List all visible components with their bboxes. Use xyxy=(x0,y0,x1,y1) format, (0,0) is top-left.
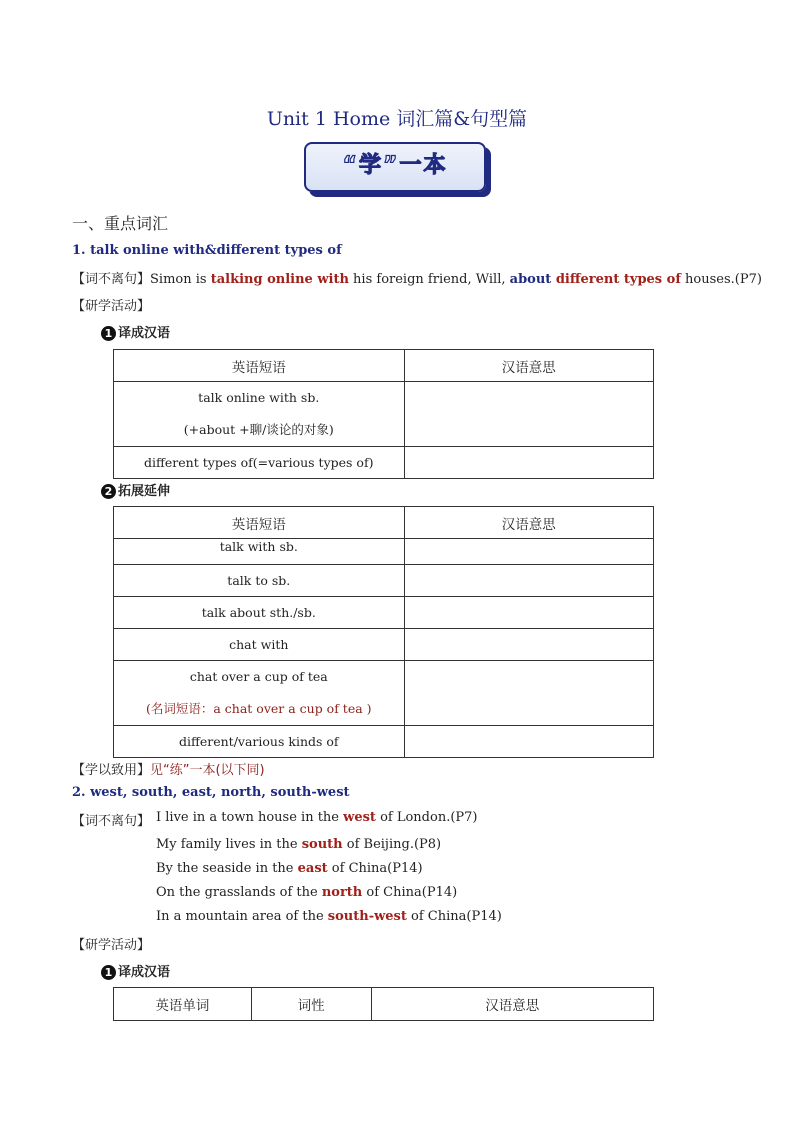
activity-label: 【研学活动】 xyxy=(72,299,151,314)
phrase-cell: different types of(=various types of) xyxy=(114,447,405,479)
circled-number-icon: 1 xyxy=(101,326,116,341)
table-row xyxy=(114,661,654,726)
study-badge: “学”一本 xyxy=(304,142,486,192)
translation-table-1 xyxy=(113,349,654,479)
practice-label: 【学以致用】 xyxy=(72,763,151,778)
header-part-of-speech: 词性 xyxy=(251,988,371,1021)
table-row xyxy=(114,539,654,565)
example-sentence xyxy=(156,810,478,825)
subheading-label: 译成汉语 xyxy=(118,326,171,341)
sentence-highlight: south-west xyxy=(327,909,407,924)
meaning-answer-cell[interactable] xyxy=(404,565,653,597)
phrase-text: talk online with sb. xyxy=(198,390,320,405)
sentence-highlight: east xyxy=(297,861,328,876)
subheading-label: 译成汉语 xyxy=(118,965,171,980)
extension-table xyxy=(113,506,654,758)
meaning-answer-cell[interactable] xyxy=(404,726,653,758)
item1-example-sentence xyxy=(72,268,762,287)
meaning-answer-cell[interactable] xyxy=(404,447,653,479)
sentence-text: I live in a town house in the xyxy=(156,810,344,825)
table-row xyxy=(114,447,654,479)
sentence-text: of London.(P7) xyxy=(375,810,478,825)
sentence-highlight: north xyxy=(321,885,363,900)
page-title: Unit 1 Home 词汇篇&句型篇 xyxy=(266,108,528,130)
subheading-label: 拓展延伸 xyxy=(118,484,171,499)
phrase-cell xyxy=(114,382,405,447)
table-row xyxy=(114,597,654,629)
sentence-highlight: west xyxy=(343,810,376,825)
table-row xyxy=(114,726,654,758)
example-highlight-2: different types of xyxy=(555,272,681,287)
note-close: ) xyxy=(362,701,372,716)
subheading-translate xyxy=(101,961,170,980)
note-phrase: a chat over a cup of tea xyxy=(213,701,363,716)
sentence-text: of China(P14) xyxy=(327,861,423,876)
subheading-extension xyxy=(101,480,170,499)
header-english-word: 英语单词 xyxy=(114,988,252,1021)
sentence-highlight: south xyxy=(301,837,343,852)
phrase-cell: talk to sb. xyxy=(114,565,405,597)
phrase-cell: different/various kinds of xyxy=(114,726,405,758)
item1-heading: 1. talk online with&different types of xyxy=(72,243,342,258)
phrase-cell xyxy=(114,661,405,726)
circled-number-icon: 2 xyxy=(101,484,116,499)
header-chinese-meaning: 汉语意思 xyxy=(371,988,653,1021)
sentence-text: By the seaside in the xyxy=(156,861,298,876)
table-row xyxy=(114,629,654,661)
header-english-phrase: 英语短语 xyxy=(114,350,405,382)
example-label: 【词不离句】 xyxy=(72,272,151,287)
practice-text: 见“练”一本(以下同) xyxy=(150,763,265,778)
table-row xyxy=(114,382,654,447)
phrase-note xyxy=(114,693,404,725)
table-header-row xyxy=(114,350,654,382)
translation-table-2 xyxy=(113,987,654,1021)
meaning-answer-cell[interactable] xyxy=(404,661,653,726)
header-chinese-meaning: 汉语意思 xyxy=(404,350,653,382)
header-english-phrase: 英语短语 xyxy=(114,507,405,539)
example-sentence xyxy=(156,837,441,852)
example-sentence xyxy=(156,885,457,900)
phrase-cell: chat with xyxy=(114,629,405,661)
practice-line xyxy=(72,759,265,778)
meaning-answer-cell[interactable] xyxy=(404,539,653,565)
section-heading: 一、重点词汇 xyxy=(72,214,169,233)
sentence-text: In a mountain area of the xyxy=(156,909,328,924)
meaning-answer-cell[interactable] xyxy=(404,382,653,447)
header-chinese-meaning: 汉语意思 xyxy=(404,507,653,539)
table-header-row xyxy=(114,507,654,539)
meaning-answer-cell[interactable] xyxy=(404,629,653,661)
sentence-text: of China(P14) xyxy=(362,885,458,900)
phrase-note: (+about +聊/谈论的对象) xyxy=(183,422,334,437)
subheading-translate xyxy=(101,322,170,341)
example-sentence xyxy=(156,909,502,924)
example-text-1: Simon is xyxy=(150,272,211,287)
meaning-answer-cell[interactable] xyxy=(404,597,653,629)
example-sentence xyxy=(156,861,423,876)
table-header-row xyxy=(114,988,654,1021)
phrase-text: chat over a cup of tea xyxy=(189,669,328,684)
sentence-text: On the grasslands of the xyxy=(156,885,322,900)
sentence-text: My family lives in the xyxy=(156,837,302,852)
example-text-2: his foreign friend, Will, xyxy=(348,272,510,287)
example-highlight-1: talking online with xyxy=(210,272,349,287)
activity-label: 【研学活动】 xyxy=(72,938,151,953)
example-text-3: houses.(P7) xyxy=(680,272,762,287)
note-open: (名词短语： xyxy=(145,701,214,716)
table-row xyxy=(114,565,654,597)
example-label: 【词不离句】 xyxy=(72,814,151,829)
example-highlight-about: about xyxy=(509,272,556,287)
sentence-text: of China(P14) xyxy=(406,909,502,924)
phrase-cell: talk with sb. xyxy=(114,539,405,565)
sentence-text: of Beijing.(P8) xyxy=(342,837,442,852)
phrase-cell: talk about sth./sb. xyxy=(114,597,405,629)
circled-number-icon: 1 xyxy=(101,965,116,980)
item2-heading: 2. west, south, east, north, south-west xyxy=(72,785,350,800)
